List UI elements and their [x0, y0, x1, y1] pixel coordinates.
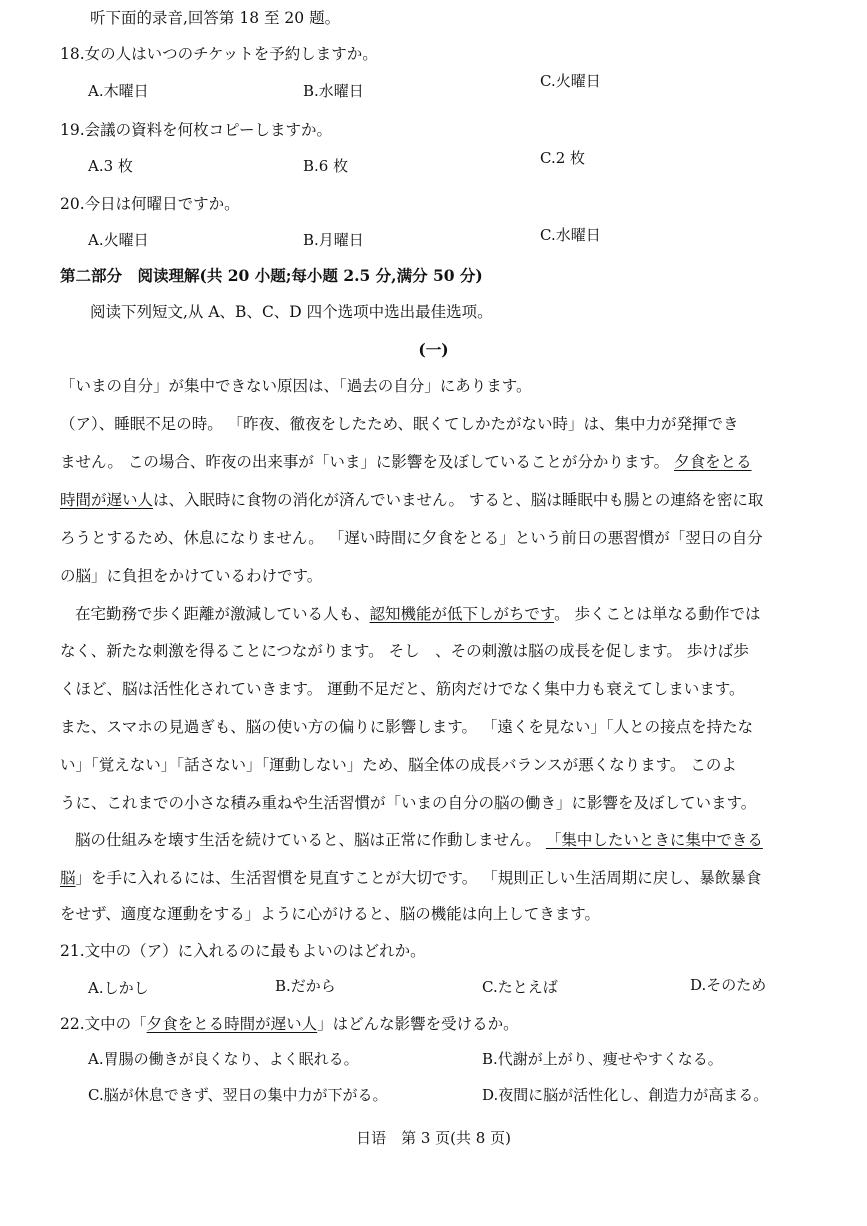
section-marker: (一) — [418, 340, 449, 359]
q21-option-a: A.しかし — [88, 979, 149, 997]
part2-heading: 第二部分 阅读理解(共 20 小题;每小题 2.5 分,满分 50 分) — [60, 266, 483, 285]
q21-option-c: C.たとえば — [482, 978, 558, 996]
part2-instruction: 阅读下列短文,从 A、B、C、D 四个选项中选出最佳选项。 — [90, 303, 493, 321]
listening-intro: 听下面的录音,回答第 18 至 20 题。 — [90, 9, 341, 27]
passage-line: ません。 この場合、昨夜の出来事が「いま」に影響を及ぼしていることが分かります。 夕食をとる — [60, 453, 752, 471]
passage-line: （ア）、睡眠不足の時。 「昨夜、徹夜をしたため、眠くてしかたがない時」は、集中力が発揮でき — [60, 415, 739, 433]
q20-option-c: C.水曜日 — [540, 226, 601, 244]
underlined-phrase: 脳 — [60, 869, 76, 887]
passage-line: 「いまの自分」が集中できない原因は、「過去の自分」にあります。 — [60, 377, 532, 395]
page-footer: 日语 第 3 页(共 8 页) — [356, 1129, 511, 1147]
q19-option-c: C.2 枚 — [540, 149, 586, 167]
q18-option-c: C.火曜日 — [540, 72, 601, 90]
q18-option-a: A.木曜日 — [88, 82, 149, 100]
q18-option-b: B.水曜日 — [303, 82, 364, 100]
q21-option-d: D.そのため — [690, 976, 767, 994]
passage-line: ろうとするため、休息になりません。 「遅い時間に夕食をとる」という前日の悪習慣が「翌日の自分 — [60, 529, 763, 547]
underlined-phrase: 夕食をとる — [674, 453, 752, 471]
q22-option-a: A.胃腸の働きが良くなり、よく眠れる。 — [88, 1050, 359, 1068]
question-19-stem: 19.会議の資料を何枚コピーしますか。 — [60, 121, 333, 139]
q21-option-b: B.だから — [275, 977, 336, 995]
passage-line: の脳」に負担をかけているわけです。 — [60, 567, 323, 585]
question-21-stem: 21.文中の（ア）に入れるのに最もよいのはどれか。 — [60, 942, 426, 960]
question-18-stem: 18.女の人はいつのチケットを予約しますか。 — [60, 45, 378, 63]
q19-option-b: B.6 枚 — [303, 157, 349, 175]
underlined-phrase: 時間が遅い人 — [60, 491, 154, 509]
underlined-phrase: 認知機能が低下しがちです — [369, 605, 555, 623]
q20-option-b: B.月曜日 — [303, 231, 364, 249]
q20-option-a: A.火曜日 — [88, 231, 149, 249]
passage-line: 時間が遅い人は、入眠時に食物の消化が済んでいません。 すると、脳は睡眠中も腸との連絡を密に取 — [60, 491, 764, 509]
passage-line: なく、新たな刺激を得ることにつながります。 そし 、その刺激は脳の成長を促します。 歩けば歩 — [60, 642, 749, 660]
passage-line: また、スマホの見過ぎも、脳の使い方の偏りに影響します。 「遠くを見ない」「人との接点を持たな — [60, 718, 754, 736]
passage-line: くほど、脳は活性化されていきます。 運動不足だと、筋肉だけでなく集中力も衰えてしまいます。 — [60, 680, 745, 698]
question-20-stem: 20.今日は何曜日ですか。 — [60, 195, 240, 213]
q22-option-d: D.夜間に脳が活性化し、創造力が高まる。 — [482, 1086, 769, 1104]
question-22-stem: 22.文中の「夕食をとる時間が遅い人」はどんな影響を受けるか。 — [60, 1015, 519, 1033]
passage-line: 脳」を手に入れるには、生活習慣を見直すことが大切です。 「規則正しい生活周期に戻し、暴飲暴食 — [60, 869, 762, 887]
q22-option-c: C.脳が休息できず、翌日の集中力が下がる。 — [88, 1086, 388, 1104]
passage-line: うに、これまでの小さな積み重ねや生活習慣が「いまの自分の脳の働き」に影響を及ぼしています。 — [60, 794, 757, 812]
passage-line: 脳の仕組みを壊す生活を続けていると、脳は正常に作動しません。 「集中したいときに集中できる — [75, 831, 763, 849]
q19-option-a: A.3 枚 — [88, 157, 133, 175]
underlined-phrase: 夕食をとる時間が遅い人 — [146, 1015, 318, 1033]
passage-line: い」「覚えない」「話さない」「運動しない」ため、脳全体の成長バランスが悪くなります。 このよ — [60, 756, 737, 774]
passage-line: をせず、適度な運動をする」ように心がけると、脳の機能は向上してきます。 — [60, 905, 601, 923]
underlined-phrase: 「集中したいときに集中できる — [545, 831, 763, 849]
q22-option-b: B.代謝が上がり、痩せやすくなる。 — [482, 1050, 723, 1068]
passage-line: 在宅勤務で歩く距離が激減している人も、認知機能が低下しがちです。 歩くことは単なる動作では — [75, 605, 761, 623]
